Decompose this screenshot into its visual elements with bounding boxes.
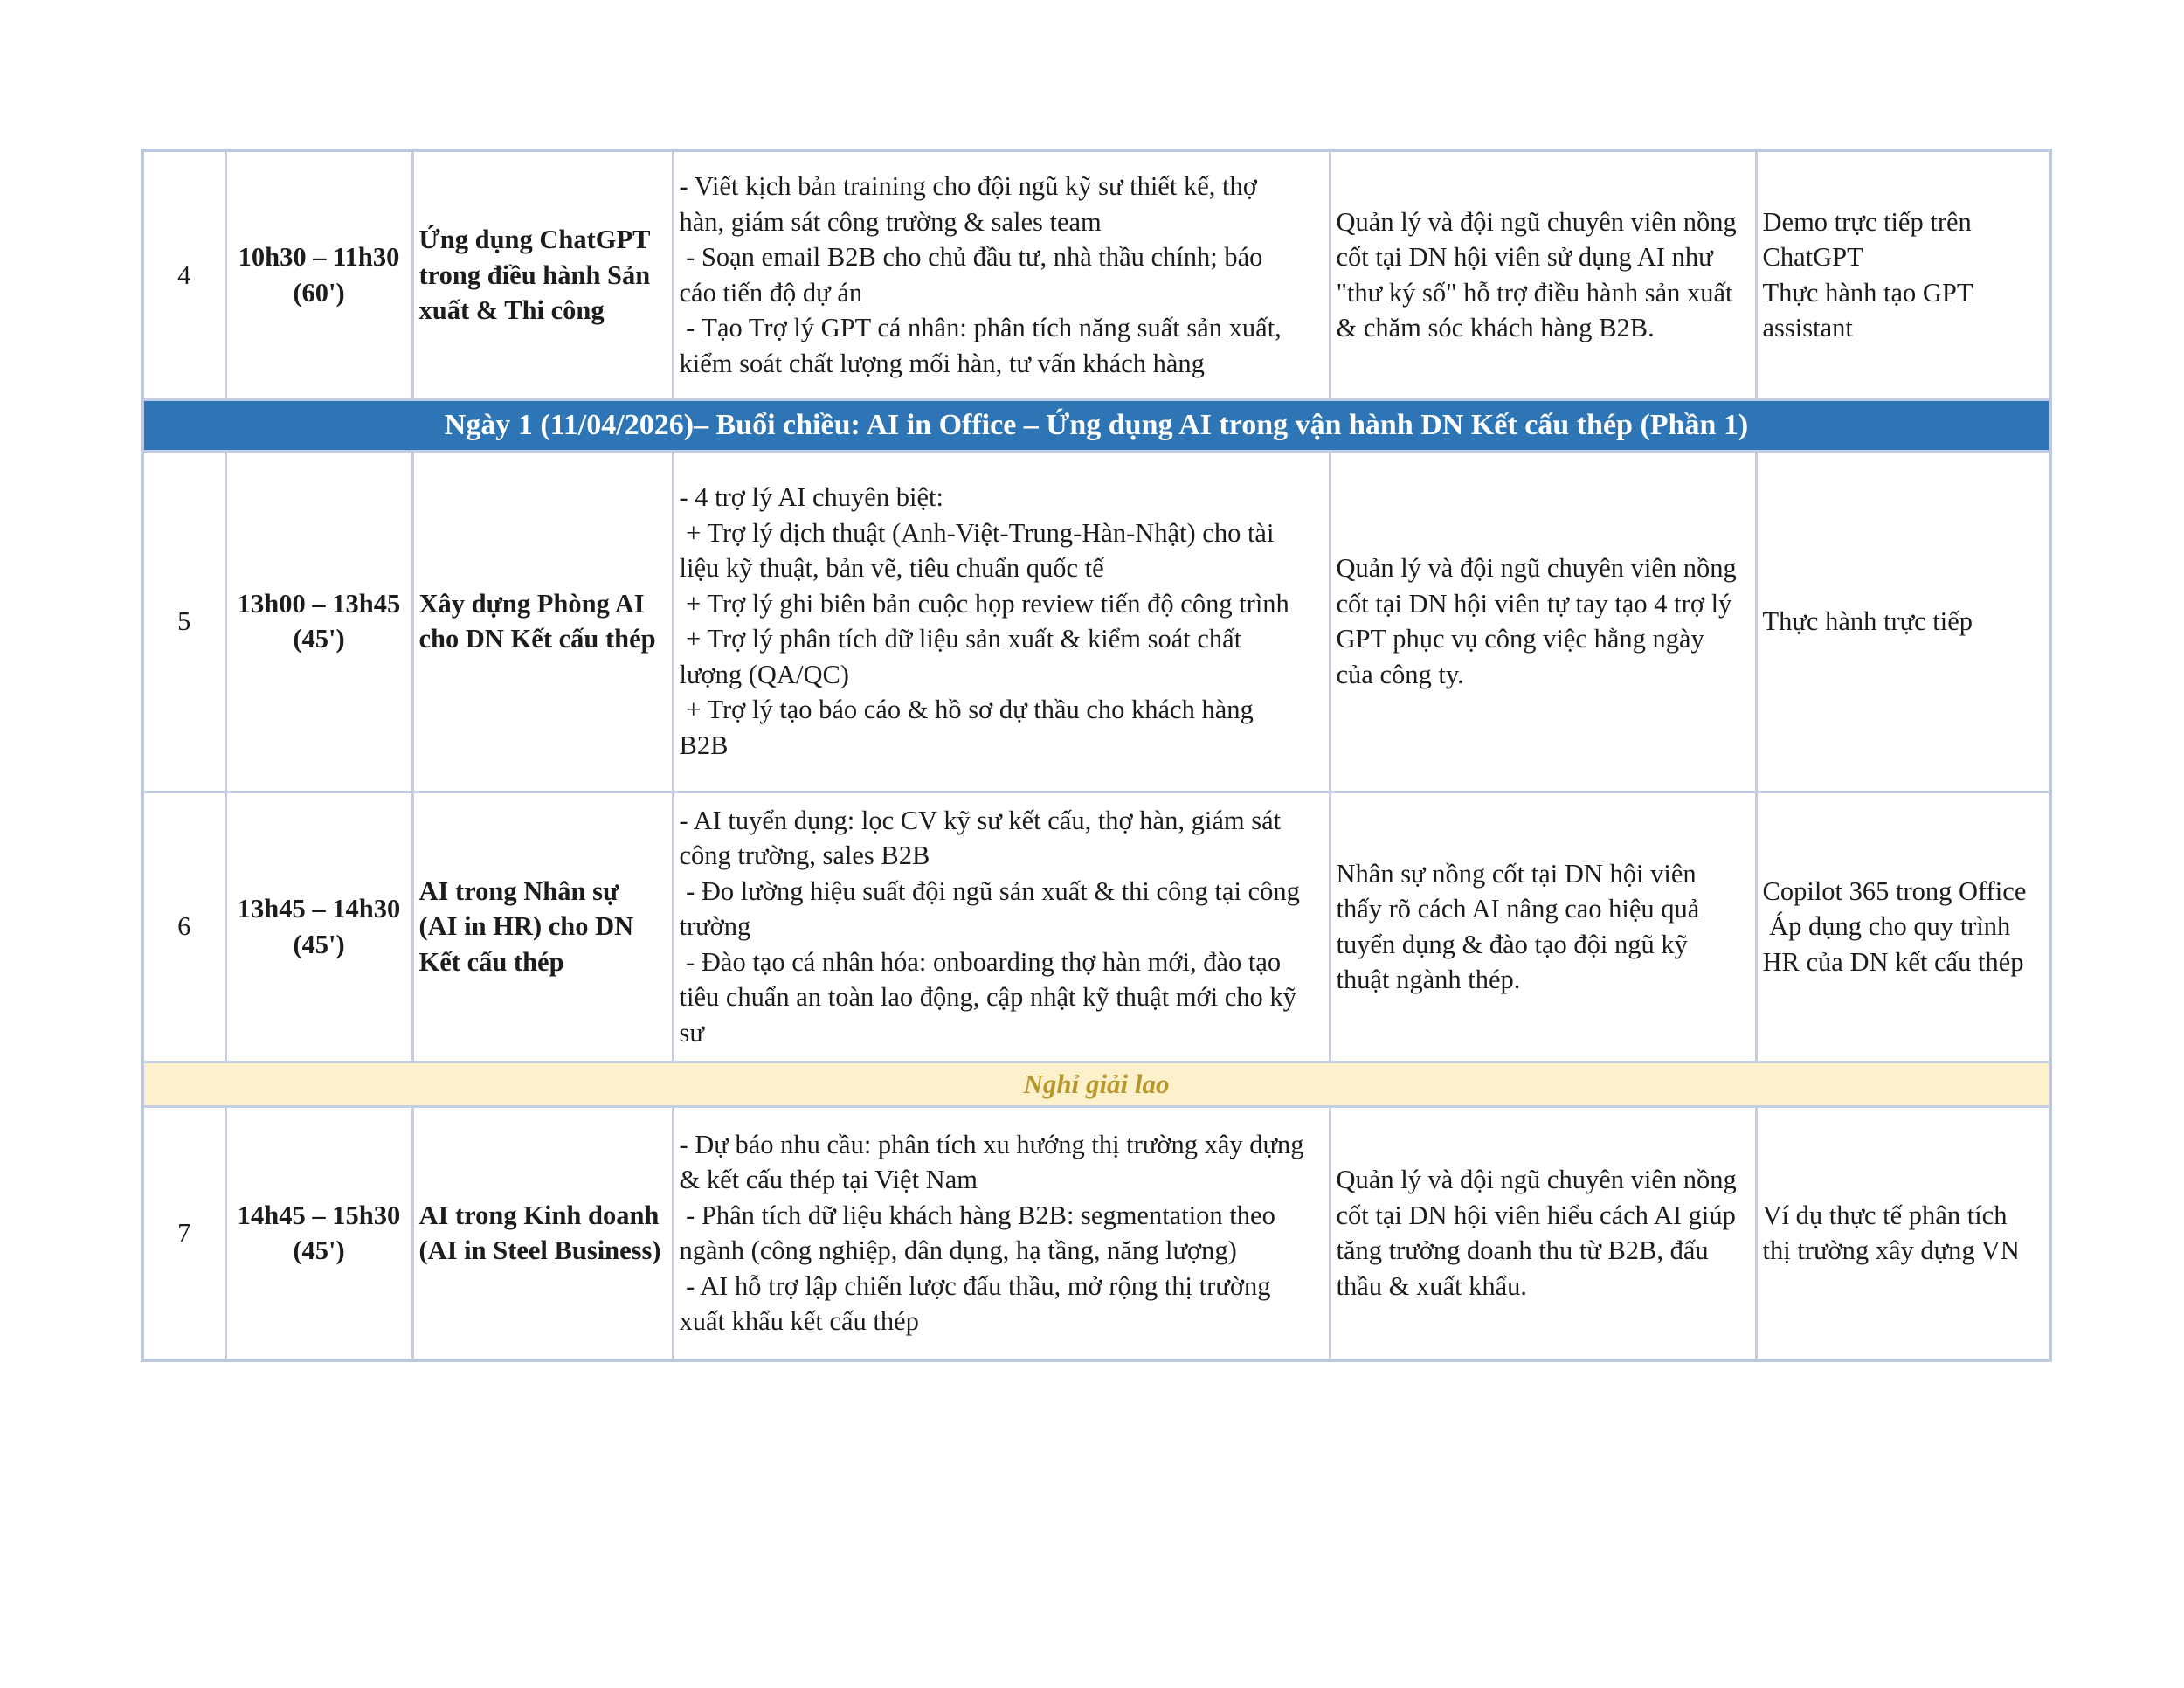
cell-time — [225, 150, 412, 399]
cell-outcome-line: thuật ngành thép. — [1336, 965, 1521, 994]
cell-content — [673, 792, 1330, 1062]
cell-outcome-line: Quản lý và đội ngũ chuyên viên nồng — [1336, 553, 1737, 583]
cell-method — [1756, 1106, 2050, 1360]
cell-no: 6 — [142, 792, 225, 1062]
cell-time-line: 13h45 – 14h30 — [237, 894, 401, 924]
day-header: Ngày 1 (11/04/2026)– Buổi chiều: AI in Office – Ứng dụng AI trong vận hành DN Kết cấu thép (Phần 1) — [142, 399, 2050, 451]
cell-outcome-line: thầu & xuất khẩu. — [1336, 1270, 1528, 1301]
cell-method-line: thị trường xây dựng VN — [1762, 1235, 2020, 1266]
agenda-body — [142, 150, 2050, 1360]
cell-content-line: ngành (công nghiệp, dân dụng, hạ tầng, năng lượng) — [679, 1235, 1237, 1266]
cell-topic-line: cho DN Kết cấu thép — [418, 624, 656, 654]
cell-topic-line: xuất & Thi công — [418, 295, 605, 325]
cell-content-line: - Viết kịch bản training cho đội ngũ kỹ sư thiết kế, thợ — [679, 171, 1257, 202]
cell-content-line: - Tạo Trợ lý GPT cá nhân: phân tích năng suất sản xuất, — [679, 313, 1282, 343]
cell-content — [673, 451, 1330, 792]
cell-content-line: + Trợ lý ghi biên bản cuộc họp review tiến độ công trình — [679, 588, 1289, 619]
cell-content — [673, 1106, 1330, 1360]
cell-content-line: cáo tiến độ dự án — [679, 277, 863, 308]
cell-content-line: & kết cấu thép tại Việt Nam — [679, 1165, 978, 1195]
cell-content-line: - Đo lường hiệu suất đội ngũ sản xuất & thi công tại công — [679, 875, 1300, 906]
table-row — [142, 1106, 2050, 1360]
cell-method-line: Demo trực tiếp trên — [1762, 206, 1972, 237]
cell-outcome-line: cốt tại DN hội viên hiểu cách AI giúp — [1336, 1200, 1736, 1230]
cell-outcome — [1330, 1106, 1756, 1360]
cell-time-line: 13h00 – 13h45 — [237, 588, 401, 619]
cell-outcome-line: Quản lý và đội ngũ chuyên viên nồng — [1336, 1165, 1737, 1195]
cell-content-line: liệu kỹ thuật, bản vẽ, tiêu chuẩn quốc tế — [679, 553, 1104, 583]
cell-content-line: + Trợ lý dịch thuật (Anh-Việt-Trung-Hàn-Nhật) cho tài — [679, 517, 1275, 548]
cell-content-line: - 4 trợ lý AI chuyên biệt: — [679, 482, 943, 512]
cell-method — [1756, 792, 2050, 1062]
cell-outcome-line: "thư ký số" hỗ trợ điều hành sản xuất — [1336, 277, 1733, 308]
cell-time-line: 14h45 – 15h30 — [237, 1200, 401, 1230]
cell-method-line: Thực hành tạo GPT — [1762, 277, 1973, 308]
cell-content-line: - Phân tích dữ liệu khách hàng B2B: segmentation theo — [679, 1200, 1275, 1230]
cell-time-line: (45') — [293, 929, 345, 959]
cell-content-line: - Dự báo nhu cầu: phân tích xu hướng thị trường xây dựng — [679, 1129, 1304, 1159]
cell-time-line: (45') — [293, 1235, 345, 1266]
cell-method-line: Copilot 365 trong Office — [1762, 875, 2027, 906]
cell-content-line: xuất khẩu kết cấu thép — [679, 1306, 919, 1337]
cell-content-line: - AI tuyển dụng: lọc CV kỹ sư kết cấu, thợ hàn, giám sát — [679, 805, 1282, 835]
table-row — [142, 150, 2050, 399]
cell-outcome — [1330, 451, 1756, 792]
cell-method-line: HR của DN kết cấu thép — [1762, 946, 2024, 977]
cell-topic-line: AI trong Nhân sự — [418, 875, 619, 906]
break-label: Nghỉ giải lao — [142, 1062, 2050, 1106]
cell-content-line: + Trợ lý phân tích dữ liệu sản xuất & kiểm soát chất — [679, 624, 1242, 654]
cell-no: 5 — [142, 451, 225, 792]
cell-method — [1756, 451, 2050, 792]
cell-topic — [412, 792, 673, 1062]
cell-outcome-line: tăng trưởng doanh thu từ B2B, đấu — [1336, 1235, 1709, 1266]
break-row — [142, 1062, 2050, 1106]
cell-topic-line: Kết cấu thép — [418, 946, 564, 977]
cell-content-line: tiêu chuẩn an toàn lao động, cập nhật kỹ thuật mới cho kỹ — [679, 982, 1296, 1013]
cell-content-line: - AI hỗ trợ lập chiến lược đấu thầu, mở rộng thị trường — [679, 1270, 1271, 1301]
cell-topic-line: Ứng dụng ChatGPT — [418, 225, 651, 254]
cell-outcome-line: cốt tại DN hội viên sử dụng AI như — [1336, 242, 1713, 273]
cell-outcome-line: cốt tại DN hội viên tự tay tạo 4 trợ lý — [1336, 588, 1732, 619]
cell-no: 7 — [142, 1106, 225, 1360]
cell-content-line: công trường, sales B2B — [679, 841, 930, 871]
cell-time — [225, 451, 412, 792]
cell-content-line: sư — [679, 1017, 704, 1048]
cell-outcome-line: GPT phục vụ công việc hằng ngày — [1336, 624, 1704, 654]
cell-topic — [412, 150, 673, 399]
day-header-row — [142, 399, 2050, 451]
cell-outcome-line: & chăm sóc khách hàng B2B. — [1336, 313, 1655, 343]
cell-time — [225, 1106, 412, 1360]
cell-time-line: (45') — [293, 624, 345, 654]
cell-content-line: B2B — [679, 730, 729, 760]
cell-no: 4 — [142, 150, 225, 399]
cell-outcome-line: Nhân sự nồng cốt tại DN hội viên — [1336, 858, 1697, 889]
table-row — [142, 792, 2050, 1062]
cell-time — [225, 792, 412, 1062]
cell-method-line: Thực hành trực tiếp — [1762, 605, 1973, 636]
cell-content-line: trường — [679, 911, 751, 942]
cell-method-line: Áp dụng cho quy trình — [1762, 911, 2011, 942]
cell-topic-line: trong điều hành Sản — [418, 259, 651, 290]
cell-time-line: (60') — [293, 277, 345, 308]
cell-outcome — [1330, 792, 1756, 1062]
table-row — [142, 451, 2050, 792]
cell-method-line: ChatGPT — [1762, 242, 1863, 273]
cell-outcome-line: Quản lý và đội ngũ chuyên viên nồng — [1336, 206, 1737, 237]
cell-topic — [412, 451, 673, 792]
cell-topic-line: (AI in HR) cho DN — [418, 911, 634, 942]
cell-content-line: lượng (QA/QC) — [679, 659, 849, 689]
cell-topic-line: Xây dựng Phòng AI — [418, 588, 645, 619]
cell-content-line: + Trợ lý tạo báo cáo & hồ sơ dự thầu cho khách hàng — [679, 695, 1254, 724]
cell-method — [1756, 150, 2050, 399]
cell-outcome-line: của công ty. — [1336, 659, 1464, 689]
cell-time-line: 10h30 – 11h30 — [238, 242, 400, 273]
cell-outcome-line: thấy rõ cách AI nâng cao hiệu quả — [1336, 894, 1700, 924]
cell-content-line: kiểm soát chất lượng mối hàn, tư vấn khách hàng — [679, 348, 1205, 378]
cell-content — [673, 150, 1330, 399]
cell-content-line: hàn, giám sát công trường & sales team — [679, 206, 1102, 237]
cell-topic-line: (AI in Steel Business) — [418, 1235, 661, 1266]
cell-outcome-line: tuyển dụng & đào tạo đội ngũ kỹ — [1336, 929, 1688, 959]
cell-method-line: assistant — [1762, 313, 1853, 343]
cell-topic — [412, 1106, 673, 1360]
cell-topic-line: AI trong Kinh doanh — [418, 1200, 660, 1230]
cell-outcome — [1330, 150, 1756, 399]
cell-content-line: - Đào tạo cá nhân hóa: onboarding thợ hàn mới, đào tạo — [679, 946, 1282, 977]
agenda-table — [141, 149, 2052, 1362]
cell-method-line: Ví dụ thực tế phân tích — [1762, 1200, 2008, 1230]
cell-content-line: - Soạn email B2B cho chủ đầu tư, nhà thầu chính; báo — [679, 242, 1263, 273]
